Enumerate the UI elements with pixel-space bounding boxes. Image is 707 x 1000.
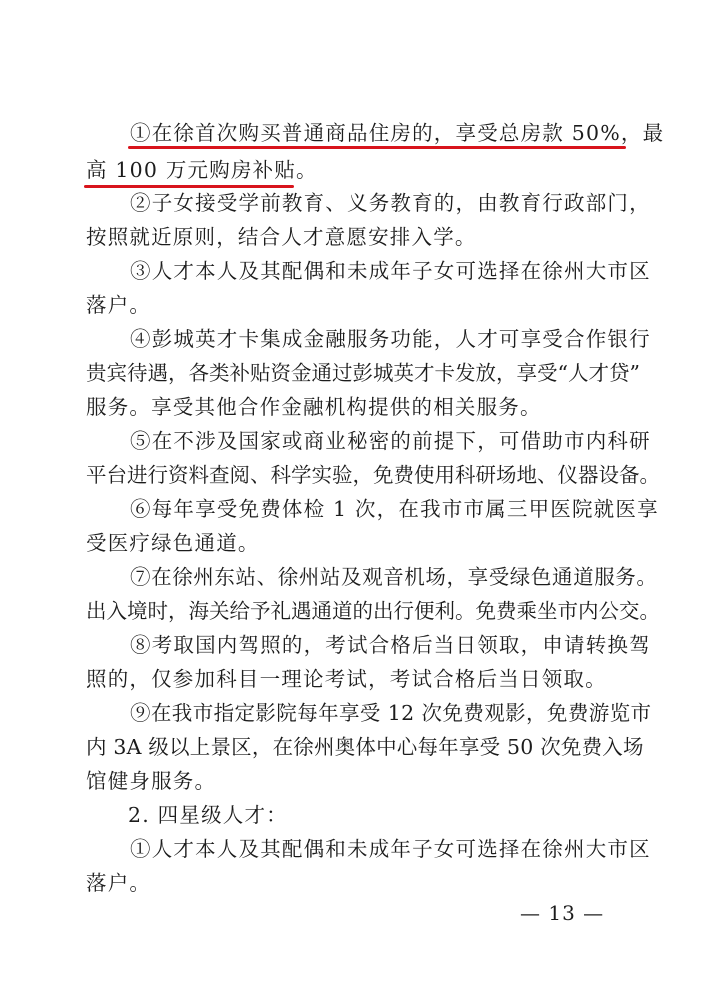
paragraph-2-line-1: ②子女接受学前教育、义务教育的，由教育行政部门， [130,191,651,215]
paragraph-5-line-2: 平台进行资料查阅、科学实验，免费使用科研场地、仪器设备。 [86,463,660,487]
paragraph-3-line-1: ③人才本人及其配偶和未成年子女可选择在徐州大市区 [130,259,651,283]
paragraph-7-line-1: ⑦在徐州东站、徐州站及观音机场，享受绿色通道服务。 [130,565,658,589]
red-underline-1 [128,146,626,149]
paragraph-7-line-2: 出入境时，海关给予礼遇通道的出行便利。免费乘坐市内公交。 [86,599,660,623]
section-heading-four-star: 2. 四星级人才： [128,803,288,827]
paragraph-5-line-1: ⑤在不涉及国家或商业秘密的前提下，可借助市内科研 [130,429,651,453]
page-number: — 13 — [520,901,605,925]
paragraph-10-line-1: ①人才本人及其配偶和未成年子女可选择在徐州大市区 [130,837,651,861]
paragraph-4-line-2: 贵宾待遇，各类补贴资金通过彭城英才卡发放，享受“人才贷” [86,361,640,385]
paragraph-9-line-1: ⑨在我市指定影院每年享受 12 次免费观影，免费游览市 [130,701,652,725]
paragraph-8-line-2: 照的，仅参加科目一理论考试，考试合格后当日领取。 [86,667,607,691]
paragraph-6-line-1: ⑥每年享受免费体检 1 次，在我市市属三甲医院就医享 [130,497,659,521]
paragraph-3-line-2: 落户。 [86,293,152,317]
paragraph-10-line-2: 落户。 [86,871,152,895]
paragraph-6-line-2: 受医疗绿色通道。 [86,531,260,555]
paragraph-8-line-1: ⑧考取国内驾照的，考试合格后当日领取，申请转换驾 [130,633,651,657]
paragraph-1-line-2: 高 100 万元购房补贴。 [86,158,318,182]
paragraph-9-line-3: 馆健身服务。 [86,769,217,793]
paragraph-2-line-2: 按照就近原则，结合人才意愿安排入学。 [86,225,477,249]
paragraph-4-line-1: ④彭城英才卡集成金融服务功能，人才可享受合作银行 [130,327,651,351]
paragraph-9-line-2: 内 3A 级以上景区，在徐州奥体中心每年享受 50 次免费入场 [86,735,644,759]
paragraph-4-line-3: 服务。享受其他合作金融机构提供的相关服务。 [86,395,542,419]
paragraph-1-line-1: ①在徐首次购买普通商品住房的，享受总房款 50%，最 [130,121,665,145]
